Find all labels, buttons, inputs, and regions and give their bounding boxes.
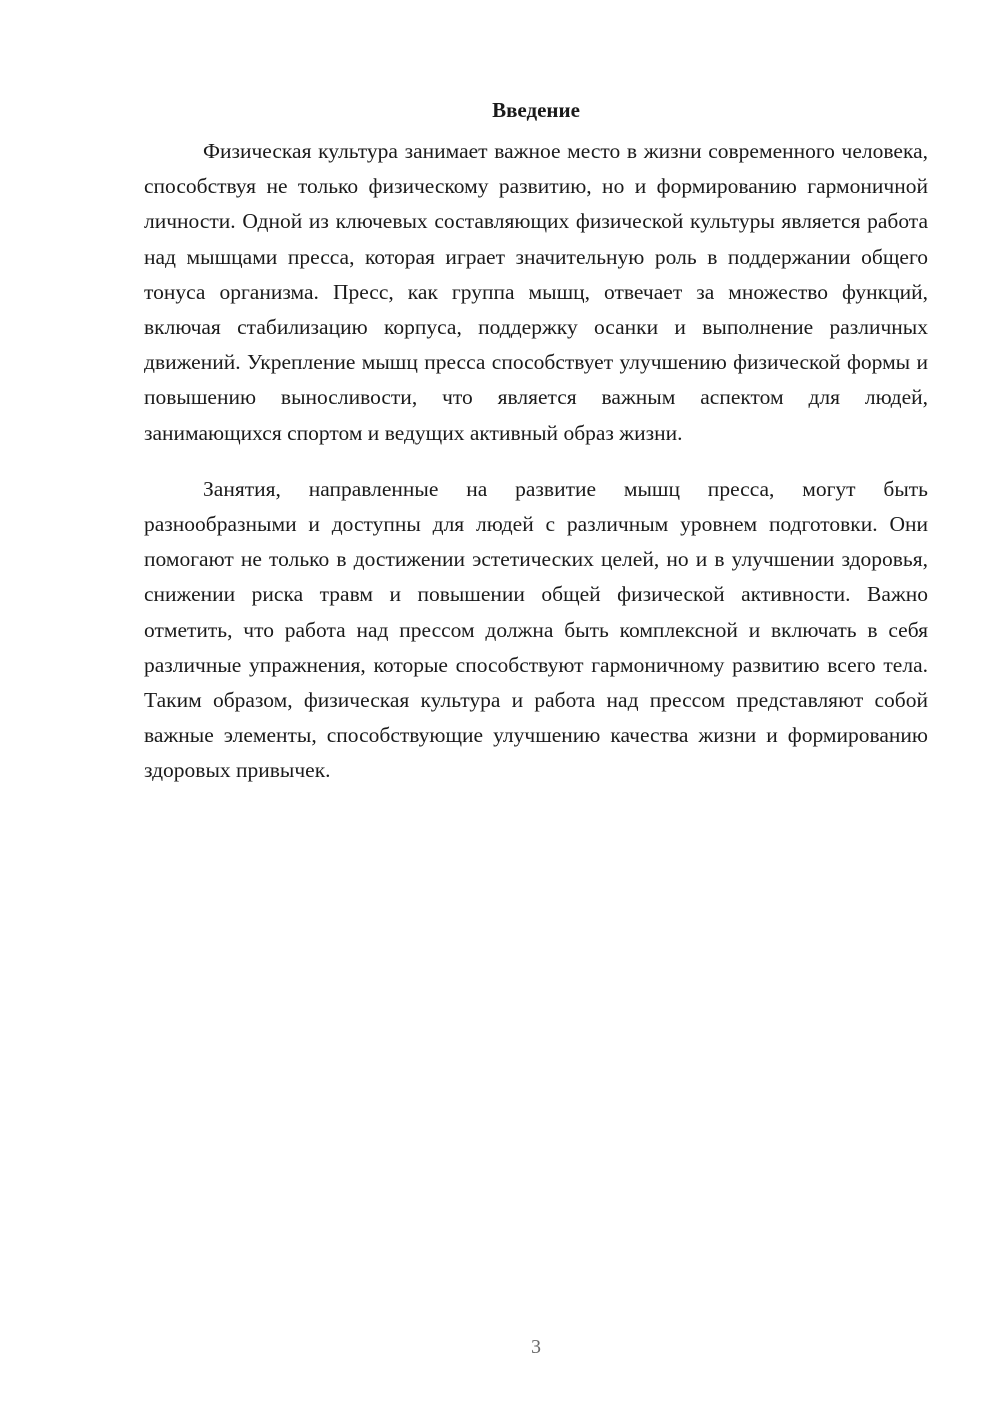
paragraph-1: Физическая культура занимает важное место в жизни современного человека, способствуя не только физическому развитию, но и формированию гармоничной личности. Одной из ключевых составляющих физической культуры является работа над мышцами пресса, которая играет значительную роль в поддержании общего тонуса организма. Пресс, как группа мышц, отвечает за множество функций, включая стабилизацию корпуса, поддержку осанки и выполнение различных движений. Укрепление мышц пресса способствует улучшению физической формы и повышению выносливости, что является важным аспектом для людей, занимающихся спортом и ведущих активный образ жизни.: [144, 139, 928, 445]
page-number: 3: [531, 1336, 541, 1358]
page-content: [144, 92, 928, 789]
section-title: Введение: [492, 98, 580, 122]
paragraph-2: Занятия, направленные на развитие мышц пресса, могут быть разнообразными и доступны для людей с различным уровнем подготовки. Они помогают не только в достижении эстетических целей, но и в улучшении здоровья, снижении риска травм и повышении общей физической активности. Важно отметить, что работа над прессом должна быть комплексной и включать в себя различные упражнения, которые способствуют гармоничному развитию всего тела. Таким образом, физическая культура и работа над прессом представляют собой важные элементы, способствующие улучшению качества жизни и формированию здоровых привычек.: [144, 476, 928, 783]
